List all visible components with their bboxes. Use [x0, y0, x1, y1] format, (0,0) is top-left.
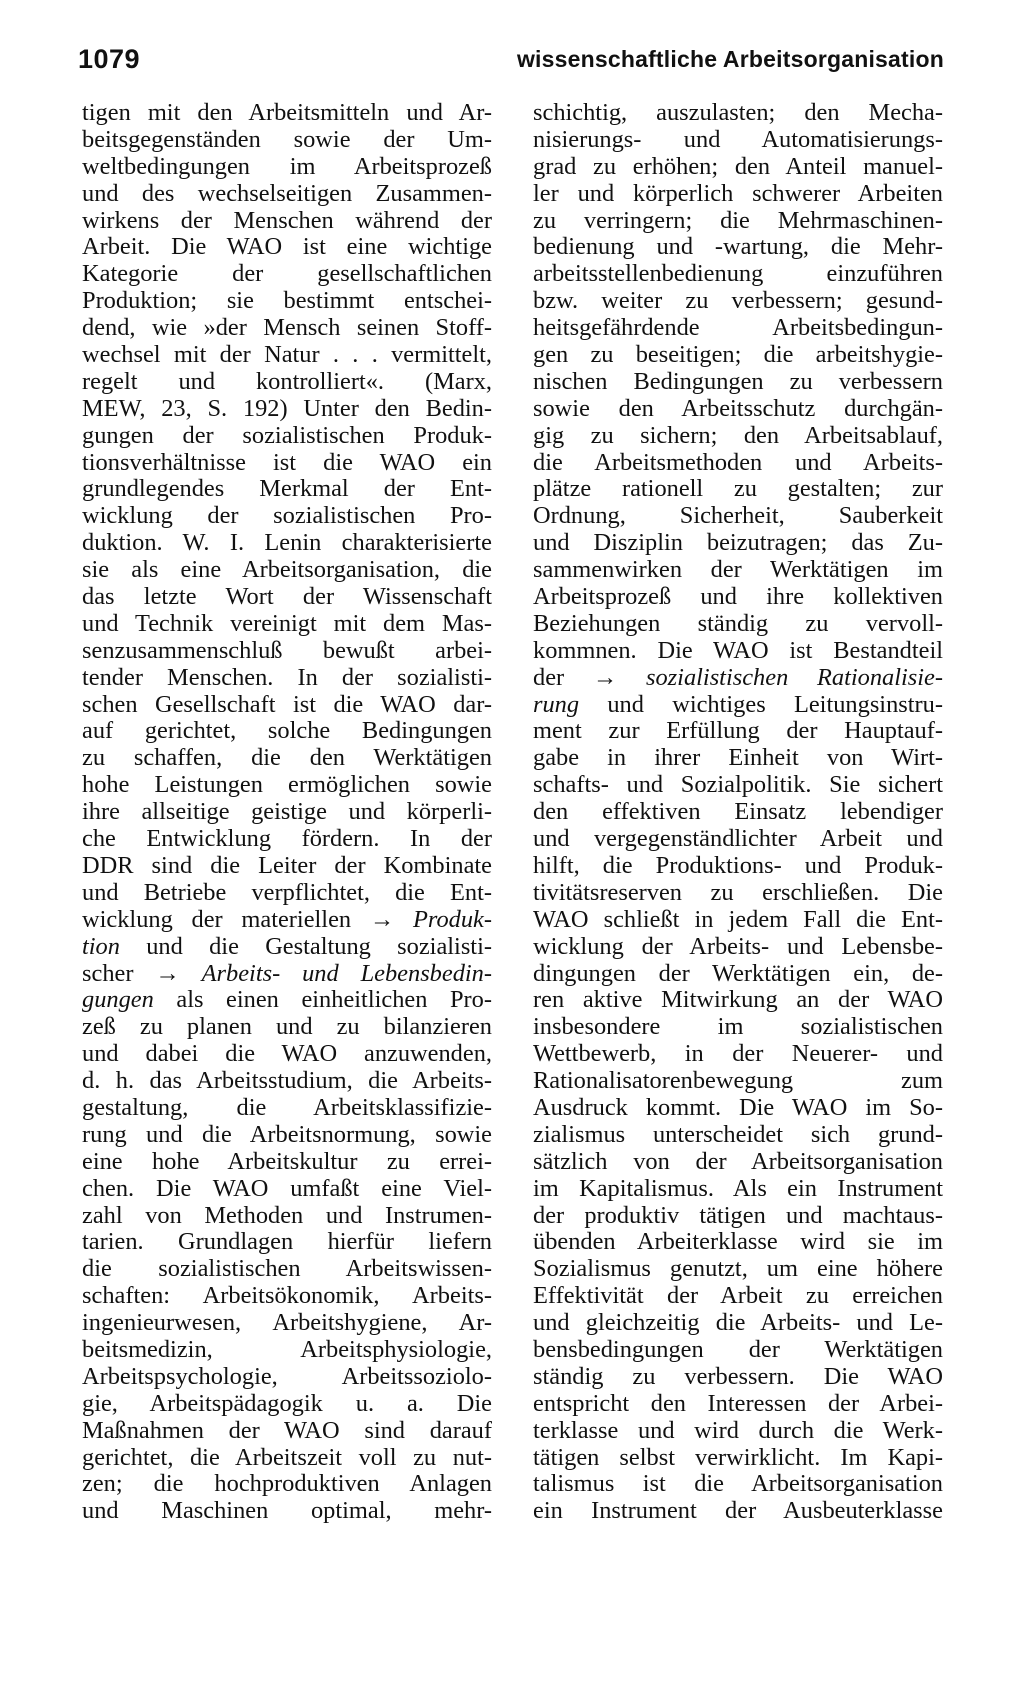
body-text: senzusammenschluß bewußt arbei-	[82, 636, 492, 664]
body-text: ihre allseitige geistige und körperli-	[82, 798, 492, 826]
text-line	[82, 745, 492, 772]
text-line	[533, 584, 943, 611]
body-text: das letzte Wort der Wissenschaft	[82, 583, 492, 611]
text-line	[533, 665, 943, 692]
text-line	[533, 557, 943, 584]
body-text: heitsgefährdende Arbeitsbedingun-	[533, 314, 943, 342]
text-line	[533, 745, 943, 772]
text-line	[533, 1418, 943, 1445]
text-line	[82, 638, 492, 665]
text-line	[82, 826, 492, 853]
text-line	[82, 127, 492, 154]
text-line	[82, 584, 492, 611]
cross-reference-text: Produk-	[412, 905, 492, 933]
body-text: auf gerichtet, solche Bedingungen	[82, 717, 492, 745]
body-text: gig zu sichern; den Arbeitsablauf,	[533, 421, 943, 449]
text-line	[82, 1229, 492, 1256]
text-line	[533, 1283, 943, 1310]
body-text: beitsgegenständen sowie der Um-	[82, 125, 492, 153]
text-line	[82, 315, 492, 342]
text-line	[82, 772, 492, 799]
text-line	[533, 396, 943, 423]
body-text: die Arbeitsmethoden und Arbeits-	[533, 448, 943, 476]
text-line	[533, 692, 943, 719]
text-line	[533, 342, 943, 369]
body-text: wechsel mit der Natur . . . vermittelt,	[82, 341, 492, 369]
text-line	[82, 853, 492, 880]
text-line	[533, 1095, 943, 1122]
text-line	[533, 1122, 943, 1149]
text-line	[533, 961, 943, 988]
text-line	[533, 234, 943, 261]
cross-reference-text: tion	[82, 932, 120, 960]
body-text: schafts- und Sozialpolitik. Sie sichert	[533, 771, 943, 799]
body-text: entspricht den Interessen der Arbei-	[533, 1389, 943, 1417]
text-line	[533, 100, 943, 127]
body-text: beitsmedizin, Arbeitsphysiologie,	[82, 1335, 492, 1363]
text-line	[82, 396, 492, 423]
text-line	[82, 1122, 492, 1149]
body-text: bensbedingungen der Werktätigen	[533, 1335, 943, 1363]
body-text: tätigen selbst verwirklicht. Im Kapi-	[533, 1443, 943, 1471]
text-line	[82, 1176, 492, 1203]
text-line	[82, 261, 492, 288]
text-line	[82, 1310, 492, 1337]
body-text: Rationalisatorenbewegung zum	[533, 1067, 943, 1095]
text-line	[82, 907, 492, 934]
cross-reference-text: Arbeits- und Lebensbedin-	[201, 959, 492, 987]
text-line	[533, 208, 943, 235]
body-text: bzw. weiter zu verbessern; gesund-	[533, 287, 943, 315]
body-text: nisierungs- und Automatisierungs-	[533, 125, 943, 153]
text-line	[82, 1337, 492, 1364]
text-line	[82, 1095, 492, 1122]
text-line	[533, 880, 943, 907]
text-line	[82, 234, 492, 261]
text-line	[533, 934, 943, 961]
text-line	[533, 772, 943, 799]
text-line	[82, 961, 492, 988]
body-text: ren aktive Mitwirkung an der WAO	[533, 986, 943, 1014]
body-text: regelt und kontrolliert«. (Marx,	[82, 367, 492, 395]
body-text: Effektivität der Arbeit zu erreichen	[533, 1282, 943, 1310]
body-text: insbesondere im sozialistischen	[533, 1013, 943, 1041]
text-line	[533, 423, 943, 450]
body-text: der →	[533, 663, 646, 691]
body-text: tivitätsreserven zu erschließen. Die	[533, 878, 943, 906]
body-text: sowie den Arbeitsschutz durchgän-	[533, 394, 943, 422]
body-text: die sozialistischen Arbeitswissen-	[82, 1255, 492, 1283]
text-line	[82, 1149, 492, 1176]
text-line	[82, 880, 492, 907]
body-text: Ordnung, Sicherheit, Sauberkeit	[533, 502, 943, 530]
body-text: übenden Arbeiterklasse wird sie im	[533, 1228, 943, 1256]
text-line	[533, 154, 943, 181]
body-text: den effektiven Einsatz lebendiger	[533, 798, 943, 826]
text-line	[533, 1337, 943, 1364]
body-text: ständig zu verbessern. Die WAO	[533, 1362, 943, 1390]
text-line	[82, 208, 492, 235]
text-line	[533, 1498, 943, 1525]
body-text: ler und körperlich schwerer Arbeiten	[533, 179, 943, 207]
body-text: Ausdruck kommt. Die WAO im So-	[533, 1093, 943, 1121]
text-line	[82, 1014, 492, 1041]
body-text: zu schaffen, die den Werktätigen	[82, 744, 492, 772]
body-text: und gleichzeitig die Arbeits- und Le-	[533, 1309, 943, 1337]
body-text: tigen mit den Arbeitsmitteln und Ar-	[82, 99, 492, 126]
body-text: und Disziplin beizutragen; das Zu-	[533, 529, 943, 557]
text-line	[82, 450, 492, 477]
text-line	[533, 476, 943, 503]
body-text: Sozialismus genutzt, um eine höhere	[533, 1255, 943, 1283]
text-line	[533, 1203, 943, 1230]
text-line	[82, 1256, 492, 1283]
text-line	[533, 718, 943, 745]
text-line	[82, 799, 492, 826]
body-text: und Technik vereinigt mit dem Mas-	[82, 609, 492, 637]
text-line	[82, 1068, 492, 1095]
text-line	[533, 1068, 943, 1095]
body-text: kommnen. Die WAO ist Bestandteil	[533, 636, 943, 664]
body-text: Beziehungen ständig zu vervoll-	[533, 609, 943, 637]
text-line	[82, 1283, 492, 1310]
body-text: gerichtet, die Arbeitszeit voll zu nut-	[82, 1443, 492, 1471]
body-text: bedienung und -wartung, die Mehr-	[533, 233, 943, 261]
text-line	[533, 127, 943, 154]
body-text: wicklung der Arbeits- und Lebensbe-	[533, 932, 943, 960]
text-line	[533, 288, 943, 315]
body-text: wirkens der Menschen während der	[82, 206, 492, 234]
body-text: Arbeit. Die WAO ist eine wichtige	[82, 233, 492, 261]
body-text: Arbeitsprozeß und ihre kollektiven	[533, 583, 943, 611]
cross-reference-text: sozialistischen Rationalisie-	[645, 663, 943, 691]
text-line	[533, 1014, 943, 1041]
body-text: Produktion; sie bestimmt entschei-	[82, 287, 492, 315]
body-text: schaften: Arbeitsökonomik, Arbeits-	[82, 1282, 492, 1310]
body-text: zahl von Methoden und Instrumen-	[82, 1201, 492, 1229]
body-text: Wettbewerb, in der Neuerer- und	[533, 1040, 943, 1068]
text-line	[82, 934, 492, 961]
text-line	[82, 342, 492, 369]
text-column-left	[82, 100, 492, 1525]
text-line	[82, 1203, 492, 1230]
body-text: d. h. das Arbeitsstudium, die Arbeits-	[82, 1067, 492, 1095]
body-text: chen. Die WAO umfaßt eine Viel-	[82, 1174, 492, 1202]
cross-reference-text: gungen	[82, 986, 154, 1014]
text-line	[533, 1256, 943, 1283]
text-line	[82, 987, 492, 1014]
body-text: hohe Leistungen ermöglichen sowie	[82, 771, 492, 799]
body-text: dend, wie »der Mensch seinen Stoff-	[82, 314, 492, 342]
text-line	[82, 503, 492, 530]
body-text: Kategorie der gesellschaftlichen	[82, 260, 492, 288]
text-line	[533, 638, 943, 665]
body-text: plätze rationell zu gestalten; zur	[533, 475, 943, 503]
body-text: grad zu erhöhen; den Anteil manuel-	[533, 152, 943, 180]
text-line	[82, 1364, 492, 1391]
body-text: tender Menschen. In der sozialisti-	[82, 663, 492, 691]
body-text: weltbedingungen im Arbeitsprozeß	[82, 152, 492, 180]
text-line	[82, 181, 492, 208]
text-line	[533, 987, 943, 1014]
running-head: wissenschaftliche Arbeitsorganisation	[516, 46, 944, 72]
text-line	[533, 315, 943, 342]
page-number: 1079	[78, 44, 141, 74]
text-line	[533, 181, 943, 208]
body-text: MEW, 23, S. 192) Unter den Bedin-	[82, 394, 492, 422]
text-line	[533, 1176, 943, 1203]
body-text: WAO schließt in jedem Fall die Ent-	[533, 905, 943, 933]
page-header	[78, 44, 944, 84]
text-line	[533, 1445, 943, 1472]
body-text: zen; die hochproduktiven Anlagen	[82, 1470, 492, 1498]
text-line	[82, 611, 492, 638]
body-text: und Betriebe verpflichtet, die Ent-	[82, 878, 492, 906]
text-line	[82, 100, 492, 127]
body-text: gestaltung, die Arbeitsklassifizie-	[82, 1093, 492, 1121]
text-line	[82, 1418, 492, 1445]
body-text: terklasse und wird durch die Werk-	[533, 1416, 943, 1444]
text-line	[533, 503, 943, 530]
text-line	[533, 1229, 943, 1256]
body-text: sie als eine Arbeitsorganisation, die	[82, 556, 492, 584]
body-text: der produktiv tätigen und machtaus-	[533, 1201, 943, 1229]
text-line	[82, 530, 492, 557]
body-text: Maßnahmen der WAO sind darauf	[82, 1416, 492, 1444]
body-text: gen zu beseitigen; die arbeitshygie-	[533, 341, 943, 369]
body-text: zu verringern; die Mehrmaschinen-	[533, 206, 943, 234]
body-text: hilft, die Produktions- und Produk-	[533, 851, 943, 879]
text-line	[533, 369, 943, 396]
text-line	[533, 261, 943, 288]
body-text: schen Gesellschaft ist die WAO dar-	[82, 690, 492, 718]
text-line	[533, 826, 943, 853]
body-text: als einen einheitlichen Pro-	[153, 986, 492, 1014]
text-line	[533, 611, 943, 638]
body-text: dingungen der Werktätigen ein, de-	[533, 959, 943, 987]
text-line	[82, 369, 492, 396]
body-text: und vergegenständlichter Arbeit und	[533, 825, 943, 853]
body-text: sätzlich von der Arbeitsorganisation	[533, 1147, 943, 1175]
body-text: ingenieurwesen, Arbeitshygiene, Ar-	[82, 1309, 492, 1337]
text-line	[82, 692, 492, 719]
text-line	[533, 799, 943, 826]
text-column-right	[533, 100, 943, 1525]
body-text: gie, Arbeitspädagogik u. a. Die	[82, 1389, 492, 1417]
text-line	[533, 1310, 943, 1337]
text-line	[533, 1391, 943, 1418]
body-text: che Entwicklung fördern. In der	[82, 825, 492, 853]
text-line	[533, 1471, 943, 1498]
text-line	[82, 1391, 492, 1418]
text-line	[533, 907, 943, 934]
body-text: und die Gestaltung sozialisti-	[119, 932, 492, 960]
body-text: und wichtiges Leitungsinstru-	[579, 690, 943, 718]
body-text: nischen Bedingungen zu verbessern	[533, 367, 943, 395]
body-text: zeß zu planen und zu bilanzieren	[82, 1013, 492, 1041]
body-text: gabe in ihrer Einheit von Wirt-	[533, 744, 943, 772]
body-text: ment zur Erfüllung der Hauptauf-	[533, 717, 943, 745]
text-line	[82, 665, 492, 692]
body-text: DDR sind die Leiter der Kombinate	[82, 851, 492, 879]
body-text: schichtig, auszulasten; den Mecha-	[533, 99, 943, 126]
body-text: wicklung der sozialistischen Pro-	[82, 502, 492, 530]
body-text: rung und die Arbeitsnormung, sowie	[82, 1120, 492, 1148]
text-line	[533, 530, 943, 557]
body-text: grundlegendes Merkmal der Ent-	[82, 475, 492, 503]
text-line	[82, 1445, 492, 1472]
cross-reference-text: rung	[533, 690, 580, 718]
text-line	[82, 423, 492, 450]
body-text: und des wechselseitigen Zusammen-	[82, 179, 492, 207]
text-line	[82, 1471, 492, 1498]
text-line	[533, 1364, 943, 1391]
body-text: arbeitsstellenbedienung einzuführen	[533, 260, 943, 288]
body-text: wicklung der materiellen →	[82, 905, 413, 933]
text-line	[82, 476, 492, 503]
body-text: und dabei die WAO anzuwenden,	[82, 1040, 492, 1068]
body-text: sammenwirken der Werktätigen im	[533, 556, 943, 584]
body-text: duktion. W. I. Lenin charakterisierte	[82, 529, 492, 557]
body-text: eine hohe Arbeitskultur zu errei-	[82, 1147, 492, 1175]
text-line	[82, 154, 492, 181]
body-text: gungen der sozialistischen Produk-	[82, 421, 492, 449]
text-line	[533, 450, 943, 477]
body-text: talismus ist die Arbeitsorganisation	[533, 1470, 943, 1498]
body-text: und Maschinen optimal, mehr-	[82, 1497, 492, 1525]
text-line	[82, 718, 492, 745]
text-line	[82, 288, 492, 315]
text-line	[82, 1498, 492, 1525]
text-line	[533, 853, 943, 880]
body-text: Arbeitspsychologie, Arbeitssoziolo-	[82, 1362, 492, 1390]
text-line	[82, 1041, 492, 1068]
text-line	[533, 1149, 943, 1176]
body-text: scher →	[82, 959, 202, 987]
text-line	[533, 1041, 943, 1068]
body-text: tarien. Grundlagen hierfür liefern	[82, 1228, 492, 1256]
text-line	[82, 557, 492, 584]
body-text: tionsverhältnisse ist die WAO ein	[82, 448, 492, 476]
body-text: im Kapitalismus. Als ein Instrument	[533, 1174, 943, 1202]
body-text: ein Instrument der Ausbeuterklasse	[533, 1497, 943, 1525]
body-text: zialismus unterscheidet sich grund-	[533, 1120, 943, 1148]
